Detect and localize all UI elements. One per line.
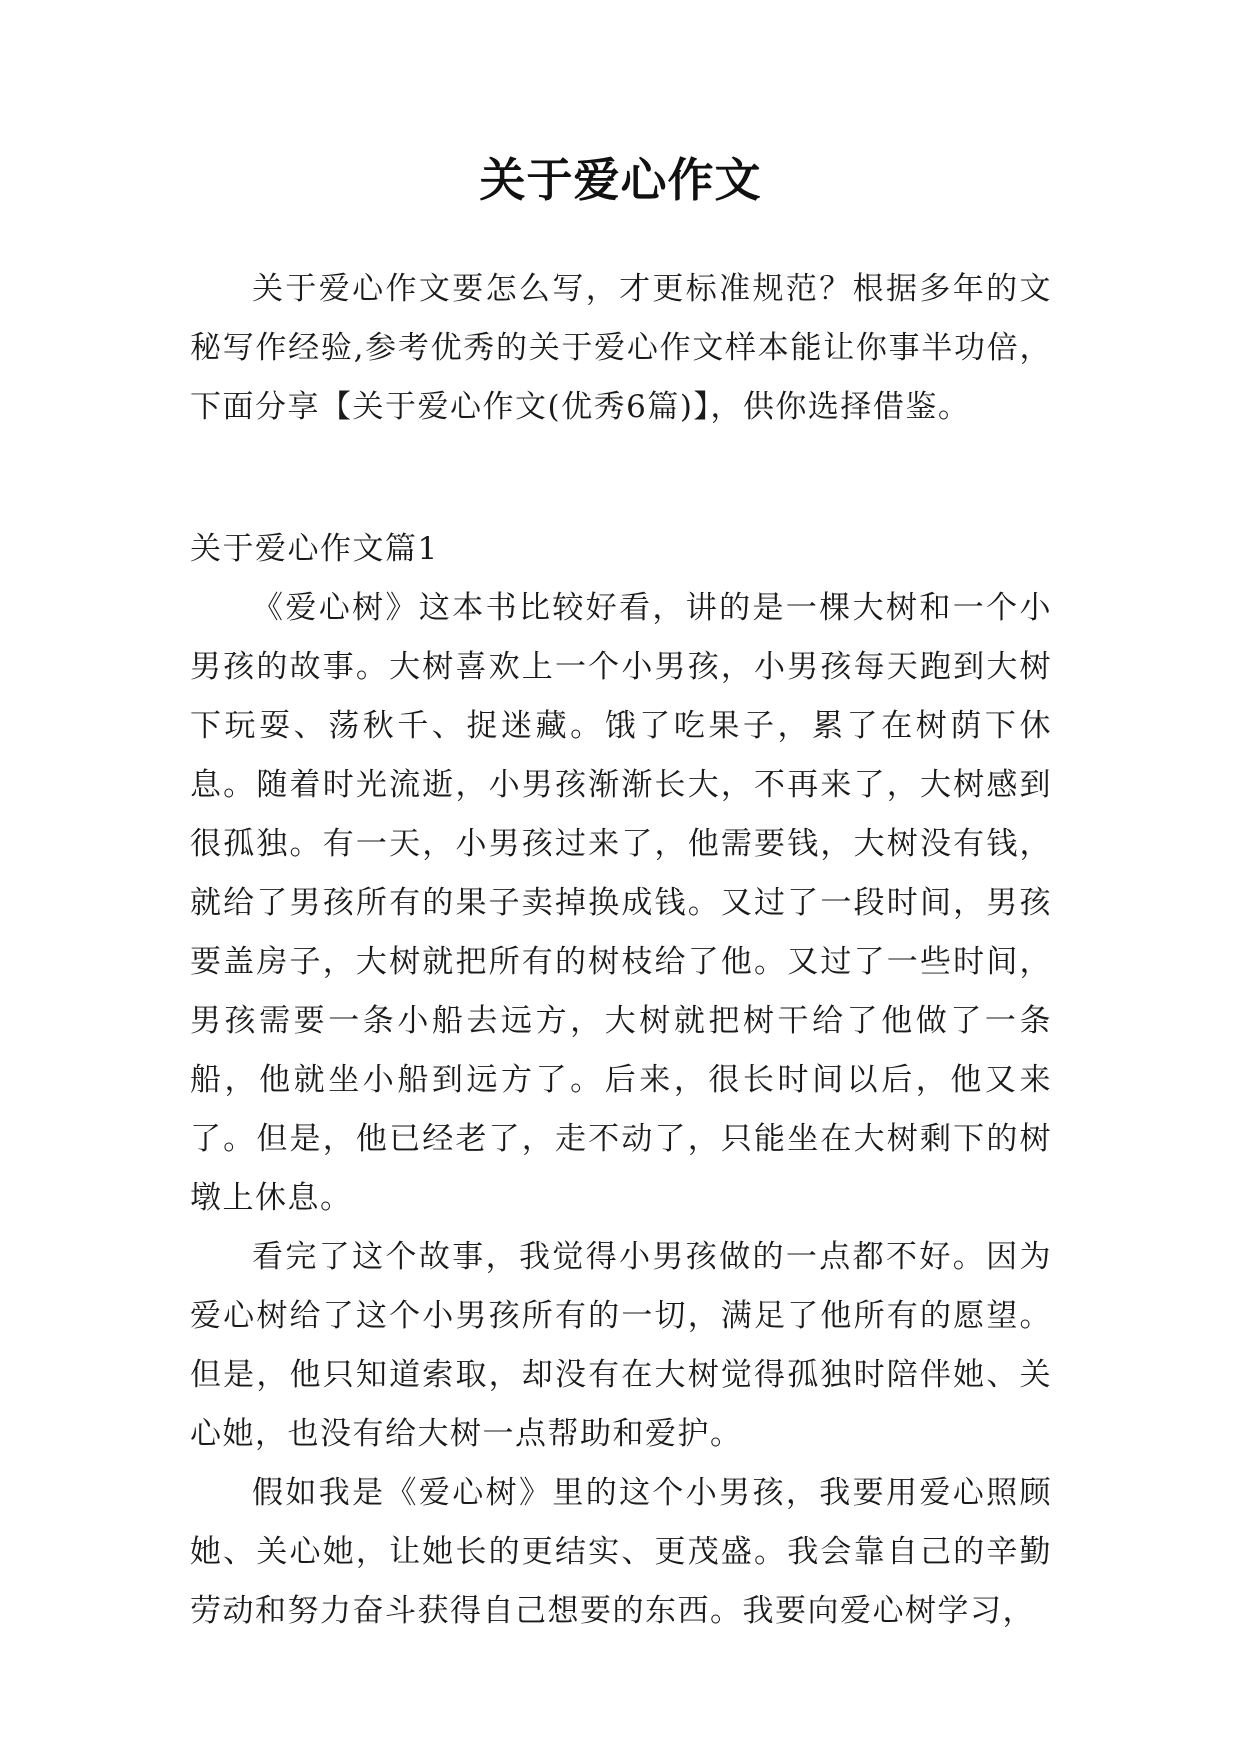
section-paragraph-1: 《爱心树》这本书比较好看，讲的是一棵大树和一个小男孩的故事。大树喜欢上一个小男孩，小男孩每天跑到大树下玩耍、荡秋千、捉迷藏。饿了吃果子，累了在树荫下休息。随着时光流逝，小男孩渐渐长大，不再来了，大树感到很孤独。有一天，小男孩过来了，他需要钱，大树没有钱，就给了男孩所有的果子卖掉换成钱。又过了一段时间，男孩要盖房子，大树就把所有的树枝给了他。又过了一些时间，男孩需要一条小船去远方，大树就把树干给了他做了一条船，他就坐小船到远方了。后来，很长时间以后，他又来了。但是，他已经老了，走不动了，只能坐在大树剩下的树墩上休息。 — [190, 590, 1052, 1216]
document-title: 关于爱心作文 — [479, 153, 762, 207]
section-body — [190, 579, 1052, 1641]
section-paragraph-3: 假如我是《爱心树》里的这个小男孩，我要用爱心照顾她、关心她，让她长的更结实、更茂盛。我会靠自己的辛勤劳动和努力奋斗获得自己想要的东西。我要向爱心树学习， — [190, 1475, 1052, 1629]
section-paragraph-2: 看完了这个故事，我觉得小男孩做的一点都不好。因为爱心树给了这个小男孩所有的一切，满足了他所有的愿望。但是，他只知道索取，却没有在大树觉得孤独时陪伴她、关心她，也没有给大树一点帮助和爱护。 — [190, 1239, 1052, 1452]
section-heading: 关于爱心作文篇1 — [190, 531, 439, 567]
intro-text: 关于爱心作文要怎么写，才更标准规范？根据多年的文秘写作经验,参考优秀的关于爱心作文样本能让你事半功倍，下面分享【关于爱心作文(优秀6篇)】，供你选择借鉴。 — [190, 271, 1052, 425]
intro-paragraph — [190, 260, 1052, 437]
